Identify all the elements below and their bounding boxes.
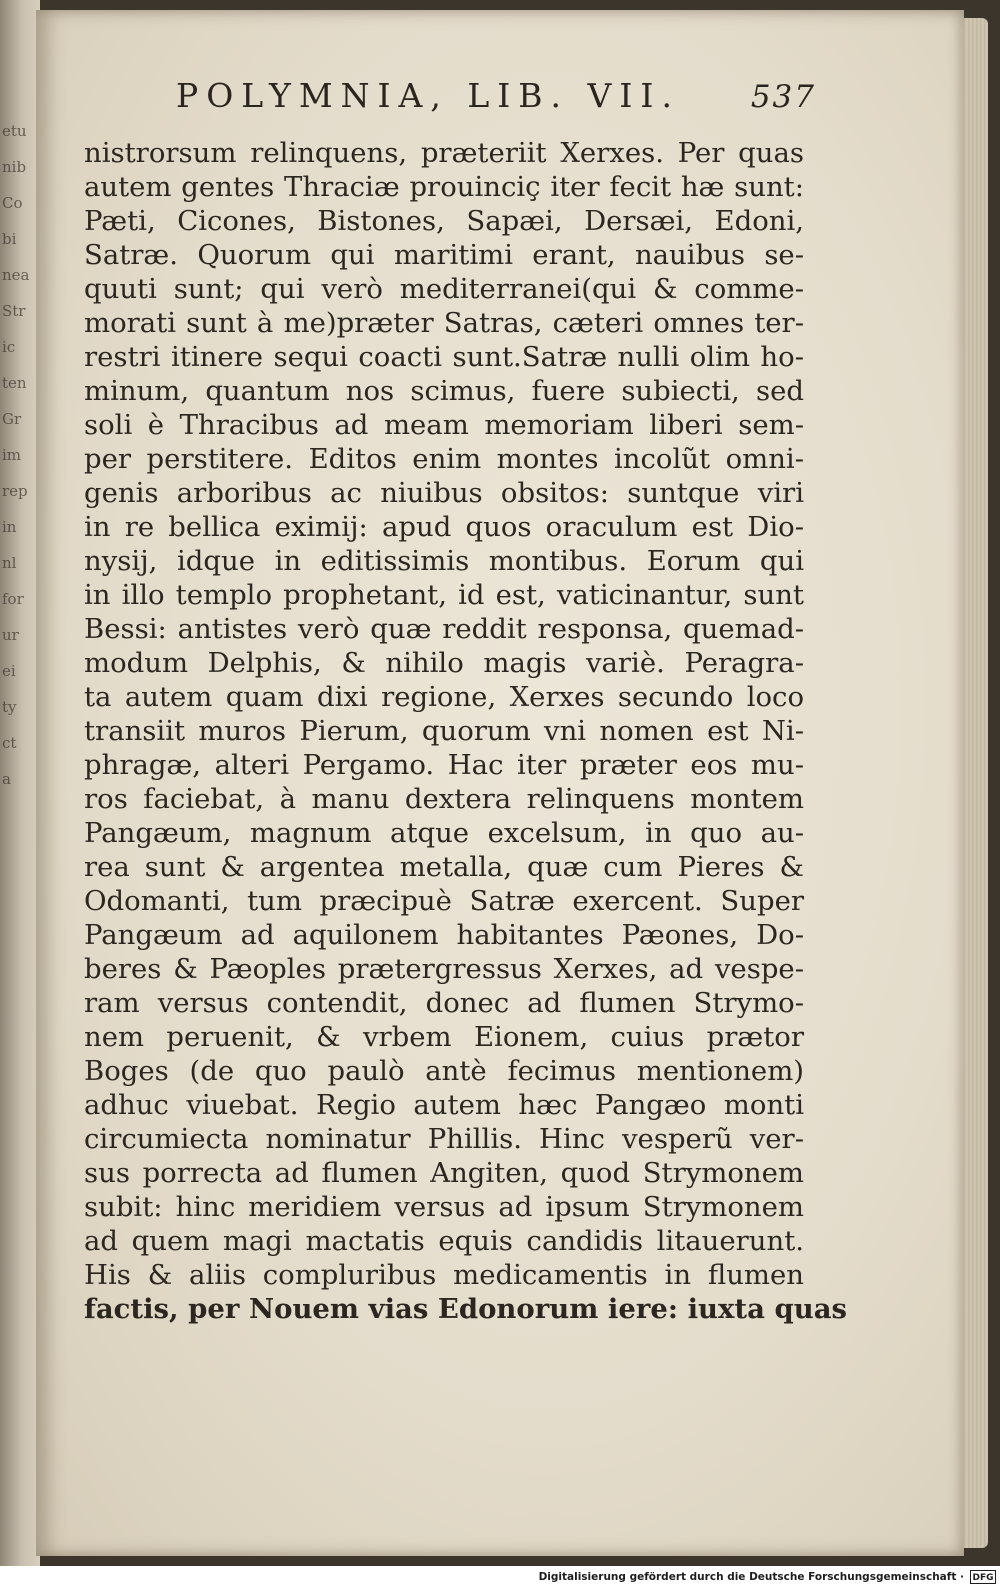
text-line: Odomanti, tum præcipuè Satræ exercent. Super xyxy=(84,885,804,917)
gutter-fragment: ei xyxy=(2,662,16,680)
text-line: restri itinere sequi coacti sunt.Satræ nulli olim ho- xyxy=(84,341,804,373)
text-line: autem gentes Thraciæ prouinciç iter fecit hæ sunt: xyxy=(84,171,804,203)
text-line: nysij, idque in editissimis montibus. Eorum qui xyxy=(84,545,804,577)
running-title: POLYMNIA, LIB. VII. xyxy=(176,76,680,115)
gutter-fragment: a xyxy=(2,770,11,788)
gutter-fragment: rep xyxy=(2,482,28,500)
gutter-fragment: nea xyxy=(2,266,30,284)
gutter-fragment: Co xyxy=(2,194,23,212)
facing-page-gutter xyxy=(0,0,40,1566)
gutter-fragment: in xyxy=(2,518,17,536)
dfg-logo: DFG xyxy=(970,1570,996,1584)
text-line: Boges (de quo paulò antè fecimus mentionem) xyxy=(84,1055,804,1087)
running-head xyxy=(176,76,816,115)
text-line: minum, quantum nos scimus, fuere subiecti, sed xyxy=(84,375,804,407)
text-line: Bessi: antistes verò quæ reddit responsa, quemad- xyxy=(84,613,804,645)
gutter-fragment: Str xyxy=(2,302,26,320)
gutter-fragment: for xyxy=(2,590,24,608)
text-line: adhuc viuebat. Regio autem hæc Pangæo monti xyxy=(84,1089,804,1121)
gutter-fragment: nib xyxy=(2,158,27,176)
text-line: soli è Thracibus ad meam memoriam liberi sem- xyxy=(84,409,804,441)
gutter-fragment: ten xyxy=(2,374,27,392)
text-line: phragæ, alteri Pergamo. Hac iter præter eos mu- xyxy=(84,749,804,781)
text-line: rea sunt & argentea metalla, quæ cum Pieres & xyxy=(84,851,804,883)
gutter-fragment: ty xyxy=(2,698,17,716)
gutter-fragment: im xyxy=(2,446,22,464)
text-line: sus porrecta ad flumen Angiten, quod Strymonem xyxy=(84,1157,804,1189)
text-line: Pæti, Cicones, Bistones, Sapæi, Dersæi, Edoni, xyxy=(84,205,804,237)
text-line: Pangæum, magnum atque excelsum, in quo au- xyxy=(84,817,804,849)
gutter-fragment: Gr xyxy=(2,410,22,428)
credit-text: Digitalisierung gefördert durch die Deutsche Forschungsgemeinschaft · xyxy=(538,1571,964,1583)
gutter-fragment: etu xyxy=(2,122,27,140)
text-line: in illo templo prophetant, id est, vaticinantur, sunt xyxy=(84,579,804,611)
text-line: nistrorsum relinquens, præteriit Xerxes. Per quas xyxy=(84,137,804,169)
gutter-fragment: nl xyxy=(2,554,17,572)
page-number: 537 xyxy=(750,79,816,115)
body-text xyxy=(84,136,848,1326)
gutter-fragment: ct xyxy=(2,734,17,752)
text-line: ram versus contendit, donec ad flumen Strymo- xyxy=(84,987,804,1019)
text-line: in re bellica eximij: apud quos oraculum est Dio- xyxy=(84,511,804,543)
digitization-credit xyxy=(539,1571,964,1583)
text-line: beres & Pæoples prætergressus Xerxes, ad vespe- xyxy=(84,953,804,985)
text-line: genis arboribus ac niuibus obsitos: suntque viri xyxy=(84,477,804,509)
text-line: His & aliis compluribus medicamentis in flumen xyxy=(84,1259,804,1291)
text-line: ros faciebat, à manu dextera relinquens montem xyxy=(84,783,804,815)
text-line: transiit muros Pierum, quorum vni nomen est Ni- xyxy=(84,715,804,747)
text-line: Satræ. Quorum qui maritimi erant, nauibus se- xyxy=(84,239,804,271)
text-line: Pangæum ad aquilonem habitantes Pæones, Do- xyxy=(84,919,804,951)
text-line: per perstitere. Editos enim montes incolũt omni- xyxy=(84,443,804,475)
gutter-fragment: ic xyxy=(2,338,16,356)
text-line: ta autem quam dixi regione, Xerxes secundo loco xyxy=(84,681,804,713)
text-line: subit: hinc meridiem versus ad ipsum Strymonem xyxy=(84,1191,804,1223)
gutter-fragment: bi xyxy=(2,230,17,248)
page-edges xyxy=(962,18,988,1548)
gutter-fragment: ur xyxy=(2,626,19,644)
text-line: morati sunt à me)præter Satras, cæteri omnes ter- xyxy=(84,307,804,339)
text-line: modum Delphis, & nihilo magis variè. Peragra- xyxy=(84,647,804,679)
text-line: nem peruenit, & vrbem Eionem, cuius prætor xyxy=(84,1021,804,1053)
text-line: quuti sunt; qui verò mediterranei(qui & comme- xyxy=(84,273,804,305)
book-page xyxy=(36,10,964,1556)
text-line: factis, per Nouem vias Edonorum iere: iuxta quas xyxy=(84,1293,848,1325)
text-line: circumiecta nominatur Phillis. Hinc vesperũ ver- xyxy=(84,1123,804,1155)
text-line: ad quem magi mactatis equis candidis litauerunt. xyxy=(84,1225,804,1257)
